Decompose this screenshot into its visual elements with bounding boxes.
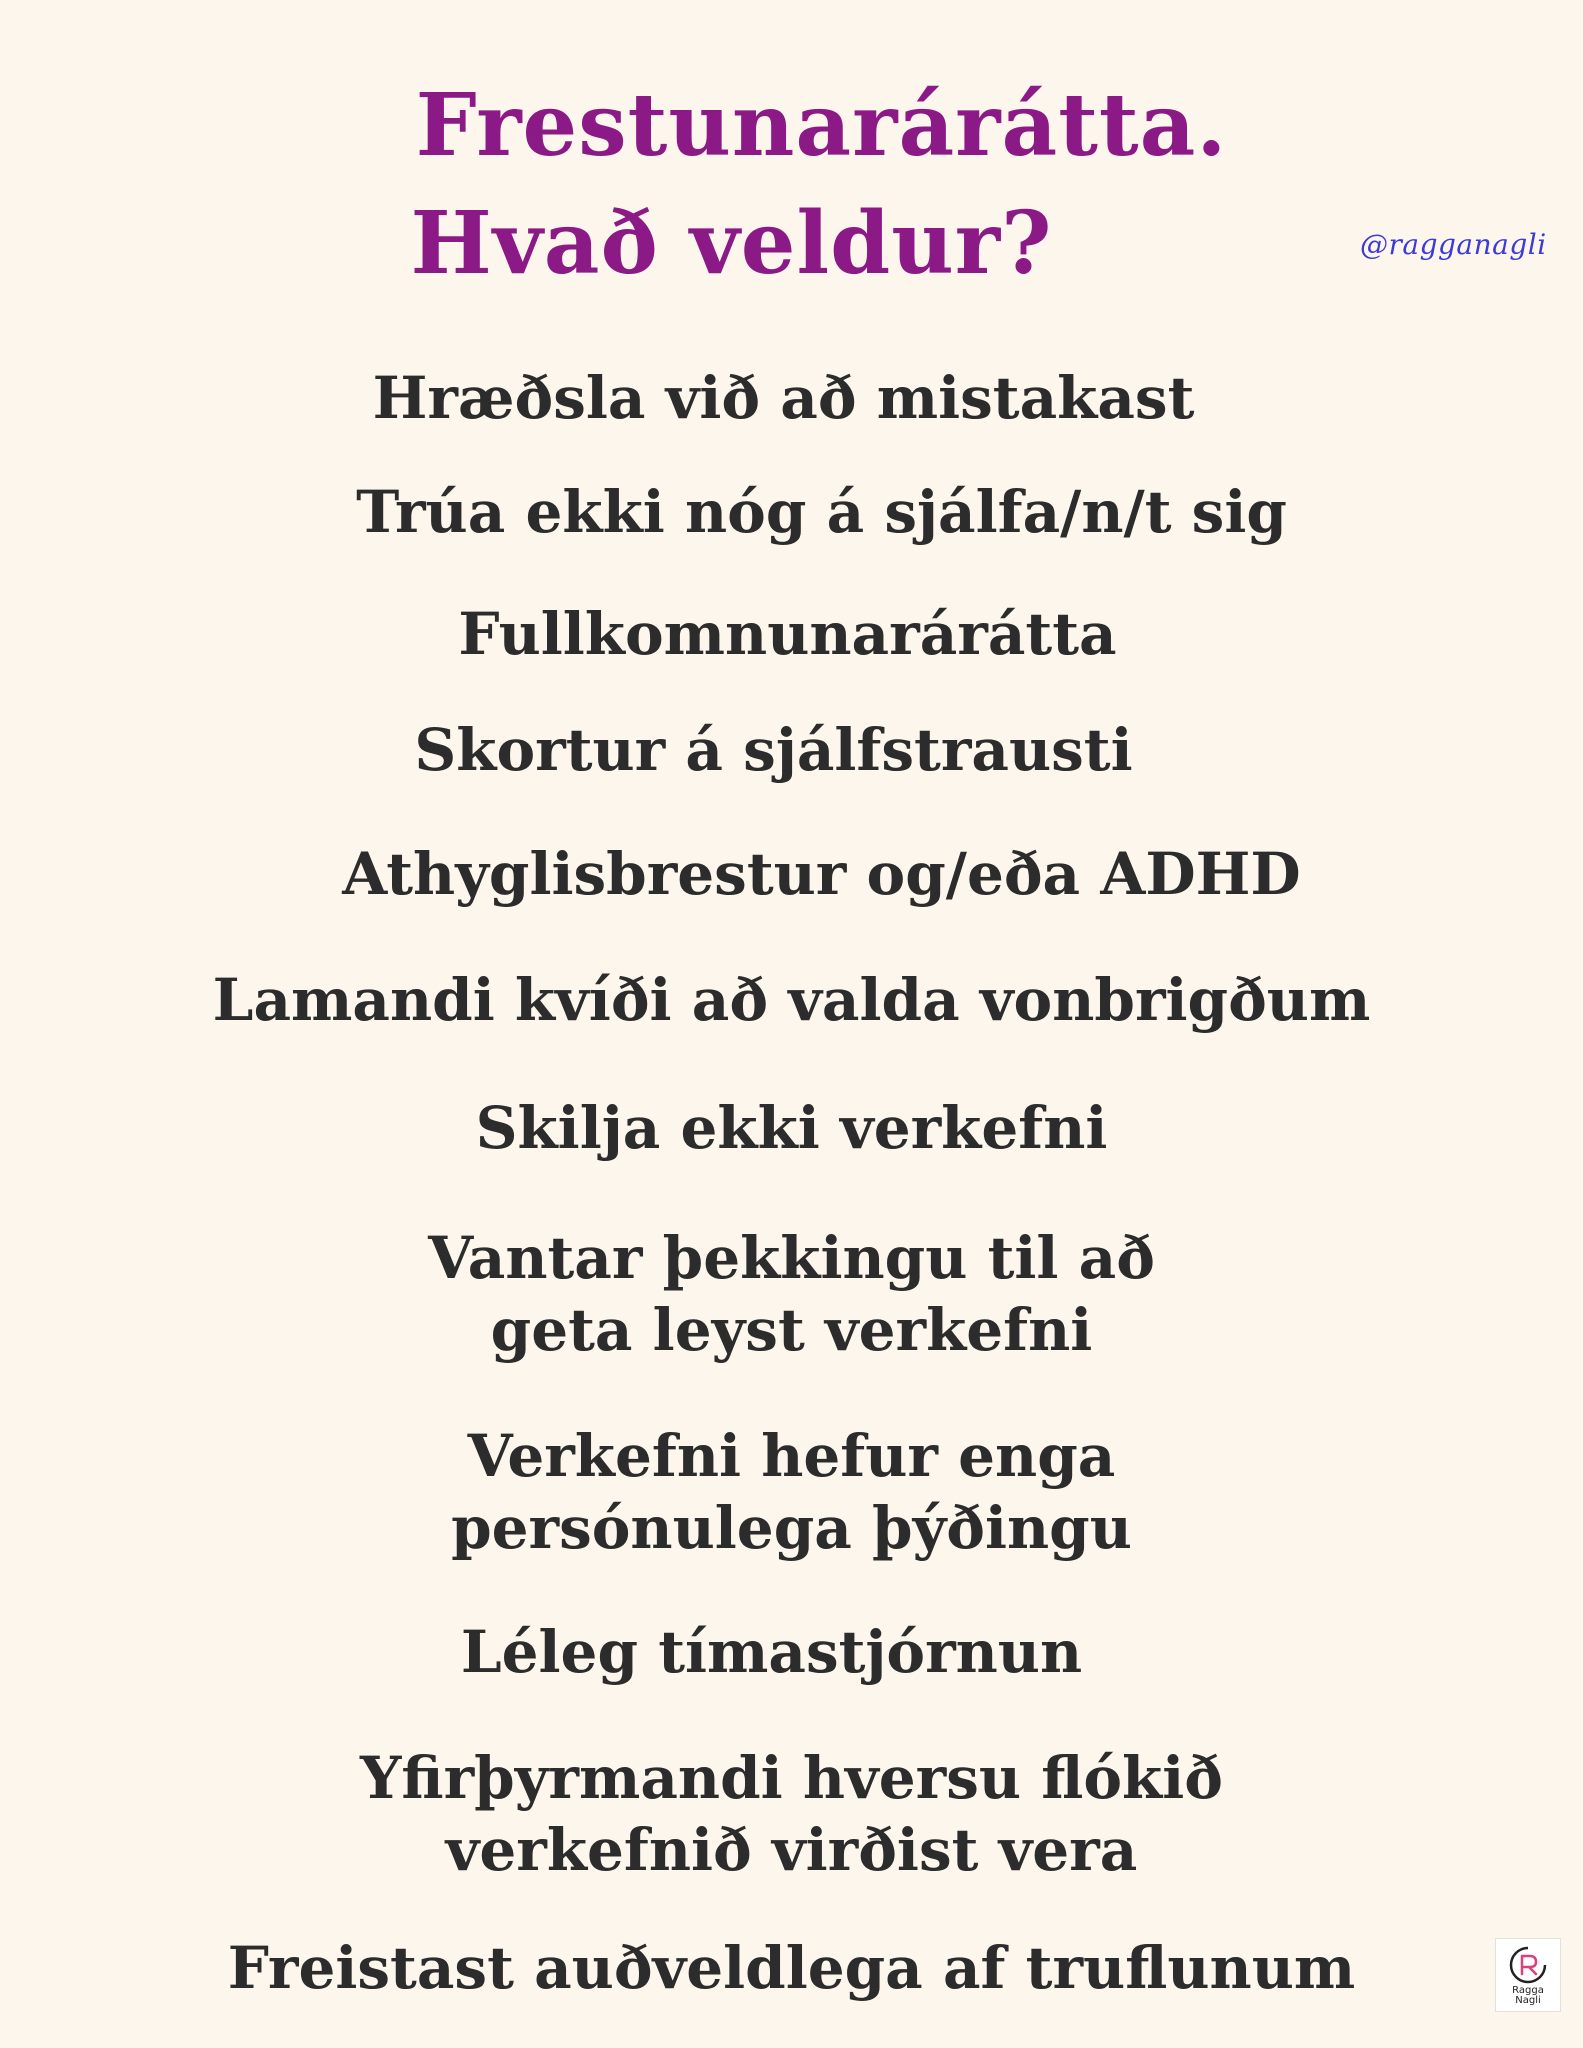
reason-line: geta leyst verkefni — [490, 1296, 1093, 1364]
reason-line: Vantar þekkingu til að — [428, 1224, 1155, 1292]
reason-line: Skilja ekki verkefni — [475, 1094, 1108, 1162]
reason-line: Fullkomnunarárátta — [458, 600, 1117, 668]
reason-line: Verkefni hefur enga — [467, 1422, 1116, 1490]
reason-item — [30, 838, 1583, 910]
reason-item — [0, 1092, 1583, 1164]
ragga-nagli-logo-icon — [1507, 1944, 1549, 1986]
reason-item — [30, 476, 1583, 548]
reason-item — [0, 1932, 1583, 2004]
brand-logo — [1495, 1938, 1561, 2012]
reason-item — [0, 714, 1565, 786]
reason-line: Lamandi kvíði að valda vonbrigðum — [212, 966, 1371, 1034]
social-handle: @ragganagli — [1360, 228, 1547, 261]
reason-line: Léleg tímastjórnun — [460, 1618, 1083, 1686]
reason-line: verkefnið virðist vera — [445, 1816, 1138, 1884]
title-line-2: Hvað veldur? — [410, 193, 1053, 294]
logo-text-line-1: Ragga — [1512, 1985, 1544, 1996]
reason-item — [0, 1222, 1583, 1366]
reason-item — [0, 964, 1583, 1036]
reason-item — [0, 1616, 1563, 1688]
reason-line: Hræðsla við að mistakast — [372, 364, 1195, 432]
reason-item — [0, 1420, 1583, 1564]
reason-line: Freistast auðveldlega af truflunum — [227, 1934, 1356, 2002]
reason-item — [0, 362, 1575, 434]
reason-item — [0, 598, 1579, 670]
reason-line: Athyglisbrestur og/eða ADHD — [342, 840, 1301, 908]
title-line-1: Frestunarárátta. — [415, 75, 1228, 176]
reason-line: Trúa ekki nóg á sjálfa/n/t sig — [356, 478, 1287, 546]
reason-item — [0, 1742, 1583, 1886]
reason-line: Yfirþyrmandi hversu flókið — [360, 1744, 1223, 1812]
reason-line: Skortur á sjálfstrausti — [414, 716, 1133, 784]
logo-text-line-2: Nagli — [1515, 1995, 1541, 2006]
reason-line: persónulega þýðingu — [451, 1494, 1132, 1562]
